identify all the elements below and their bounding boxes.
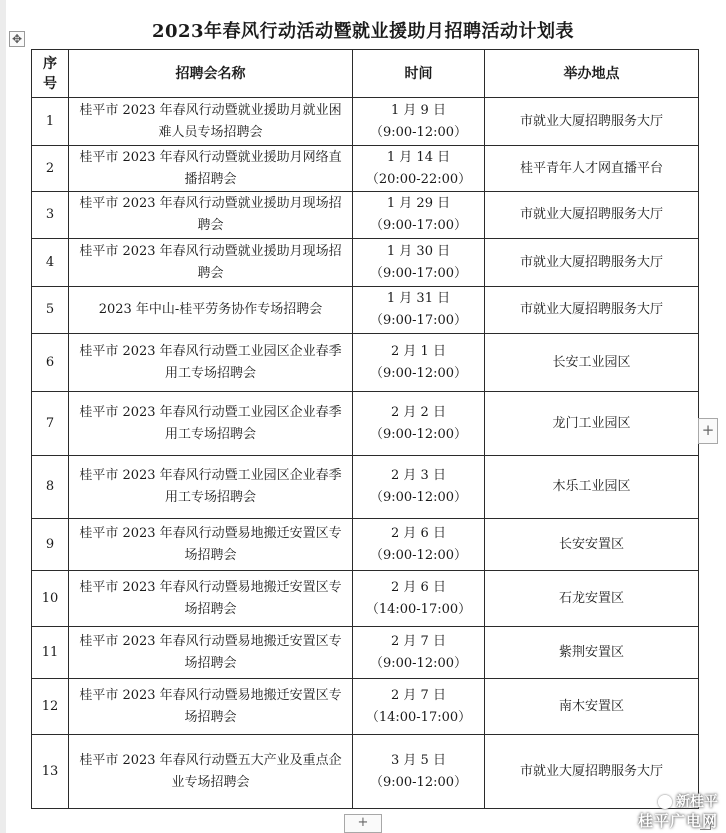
row-number: 3: [32, 192, 69, 239]
row-date: 2 月 7 日: [391, 633, 446, 649]
row-date: 2 月 3 日: [391, 468, 446, 483]
row-number: 11: [32, 627, 69, 679]
watermark-line1: [608, 793, 718, 811]
row-hours: （9:00-17:00）: [369, 265, 468, 281]
row-date: 2 月 1 日: [391, 343, 446, 359]
row-number: 13: [32, 735, 69, 809]
table-body: [32, 98, 699, 809]
row-time-cell: [353, 571, 485, 627]
row-venue: 木乐工业园区: [485, 456, 699, 519]
row-fair-name: 桂平市 2023 年春风行动暨易地搬迁安置区专场招聘会: [69, 679, 353, 735]
page-edge: [0, 0, 6, 833]
header-seq-text: 序号: [43, 55, 57, 92]
table-row: [32, 239, 699, 287]
row-venue: 桂平青年人才网直播平台: [485, 146, 699, 192]
row-venue: 市就业大厦招聘服务大厅: [485, 287, 699, 334]
row-number: 1: [32, 98, 69, 146]
table-row: [32, 334, 699, 392]
row-venue: 市就业大厦招聘服务大厅: [485, 192, 699, 239]
row-hours: （9:00-12:00）: [369, 655, 468, 671]
table-row: [32, 456, 699, 519]
row-fair-name: 桂平市 2023 年春风行动暨工业园区企业春季用工专场招聘会: [69, 392, 353, 456]
row-venue: 石龙安置区: [485, 571, 699, 627]
table-row: [32, 735, 699, 809]
table-row: [32, 571, 699, 627]
row-date: 2 月 6 日: [391, 525, 446, 541]
row-hours: （9:00-17:00）: [369, 313, 468, 328]
row-date: 1 月 30 日: [386, 243, 451, 259]
row-venue: 市就业大厦招聘服务大厅: [485, 735, 699, 809]
table-row: [32, 98, 699, 146]
row-date: 1 月 9 日: [391, 102, 446, 118]
row-number: 4: [32, 239, 69, 287]
row-venue: 龙门工业园区: [485, 392, 699, 456]
row-fair-name: 桂平市 2023 年春风行动暨工业园区企业春季用工专场招聘会: [69, 334, 353, 392]
row-fair-name: 桂平市 2023 年春风行动暨就业援助月现场招聘会: [69, 239, 353, 287]
row-venue: 长安安置区: [485, 519, 699, 571]
row-date: 1 月 14 日: [386, 149, 451, 165]
table-row: [32, 627, 699, 679]
watermark: [608, 793, 718, 831]
row-fair-name: 桂平市 2023 年春风行动暨就业援助月就业困难人员专场招聘会: [69, 98, 353, 146]
row-number: 9: [32, 519, 69, 571]
row-hours: （9:00-12:00）: [369, 365, 468, 381]
watermark-account: 新桂平: [676, 794, 718, 810]
row-date: 3 月 5 日: [391, 752, 446, 768]
row-date: 2 月 6 日: [391, 579, 446, 595]
table-row: [32, 679, 699, 735]
row-date: 1 月 31 日: [386, 291, 451, 306]
row-venue: 市就业大厦招聘服务大厅: [485, 239, 699, 287]
row-venue: 南木安置区: [485, 679, 699, 735]
row-time-cell: [353, 627, 485, 679]
table-row: [32, 146, 699, 192]
row-fair-name: 2023 年中山-桂平劳务协作专场招聘会: [69, 287, 353, 334]
row-time-cell: [353, 98, 485, 146]
header-seq: [32, 50, 69, 98]
header-place: 举办地点: [485, 50, 699, 98]
table-header-row: [32, 50, 699, 98]
row-number: 12: [32, 679, 69, 735]
row-date: 2 月 7 日: [391, 687, 446, 703]
row-time-cell: [353, 192, 485, 239]
row-venue: 紫荆安置区: [485, 627, 699, 679]
header-time: 时间: [353, 50, 485, 98]
row-hours: （9:00-12:00）: [369, 426, 468, 442]
row-fair-name: 桂平市 2023 年春风行动暨易地搬迁安置区专场招聘会: [69, 627, 353, 679]
row-number: 10: [32, 571, 69, 627]
row-number: 6: [32, 334, 69, 392]
table-row: [32, 192, 699, 239]
row-hours: （9:00-12:00）: [369, 547, 468, 563]
row-time-cell: [353, 239, 485, 287]
row-time-cell: [353, 519, 485, 571]
row-date: 2 月 2 日: [391, 404, 446, 420]
row-hours: （9:00-17:00）: [369, 218, 468, 233]
row-time-cell: [353, 146, 485, 192]
row-fair-name: 桂平市 2023 年春风行动暨工业园区企业春季用工专场招聘会: [69, 456, 353, 519]
row-time-cell: [353, 287, 485, 334]
row-hours: （14:00-17:00）: [365, 601, 472, 617]
row-hours: （9:00-12:00）: [369, 774, 468, 790]
table-row: [32, 287, 699, 334]
plan-table: [31, 49, 699, 809]
document-title: 2023年春风行动活动暨就业援助月招聘活动计划表: [151, 21, 575, 42]
row-time-cell: [353, 456, 485, 519]
wechat-icon: [658, 795, 672, 809]
row-number: 2: [32, 146, 69, 192]
row-time-cell: [353, 334, 485, 392]
row-venue: 市就业大厦招聘服务大厅: [485, 98, 699, 146]
row-fair-name: 桂平市 2023 年春风行动暨五大产业及重点企业专场招聘会: [69, 735, 353, 809]
add-column-plus-icon[interactable]: +: [698, 418, 718, 444]
row-fair-name: 桂平市 2023 年春风行动暨易地搬迁安置区专场招聘会: [69, 519, 353, 571]
watermark-line2: 桂平广电网: [637, 812, 718, 830]
row-hours: （20:00-22:00）: [365, 171, 472, 187]
row-time-cell: [353, 735, 485, 809]
table-move-handle-icon[interactable]: ✥: [9, 31, 25, 47]
row-fair-name: 桂平市 2023 年春风行动暨易地搬迁安置区专场招聘会: [69, 571, 353, 627]
row-fair-name: 桂平市 2023 年春风行动暨就业援助月现场招聘会: [69, 192, 353, 239]
row-number: 8: [32, 456, 69, 519]
row-hours: （9:00-12:00）: [369, 124, 468, 140]
row-number: 5: [32, 287, 69, 334]
row-hours: （14:00-17:00）: [365, 709, 472, 725]
row-venue: 长安工业园区: [485, 334, 699, 392]
row-hours: （9:00-12:00）: [369, 490, 468, 505]
add-row-plus-icon[interactable]: +: [344, 814, 382, 833]
table-row: [32, 392, 699, 456]
row-time-cell: [353, 679, 485, 735]
table-row: [32, 519, 699, 571]
row-date: 1 月 29 日: [386, 196, 451, 211]
row-number: 7: [32, 392, 69, 456]
row-time-cell: [353, 392, 485, 456]
header-name: 招聘会名称: [69, 50, 353, 98]
row-fair-name: 桂平市 2023 年春风行动暨就业援助月网络直播招聘会: [69, 146, 353, 192]
